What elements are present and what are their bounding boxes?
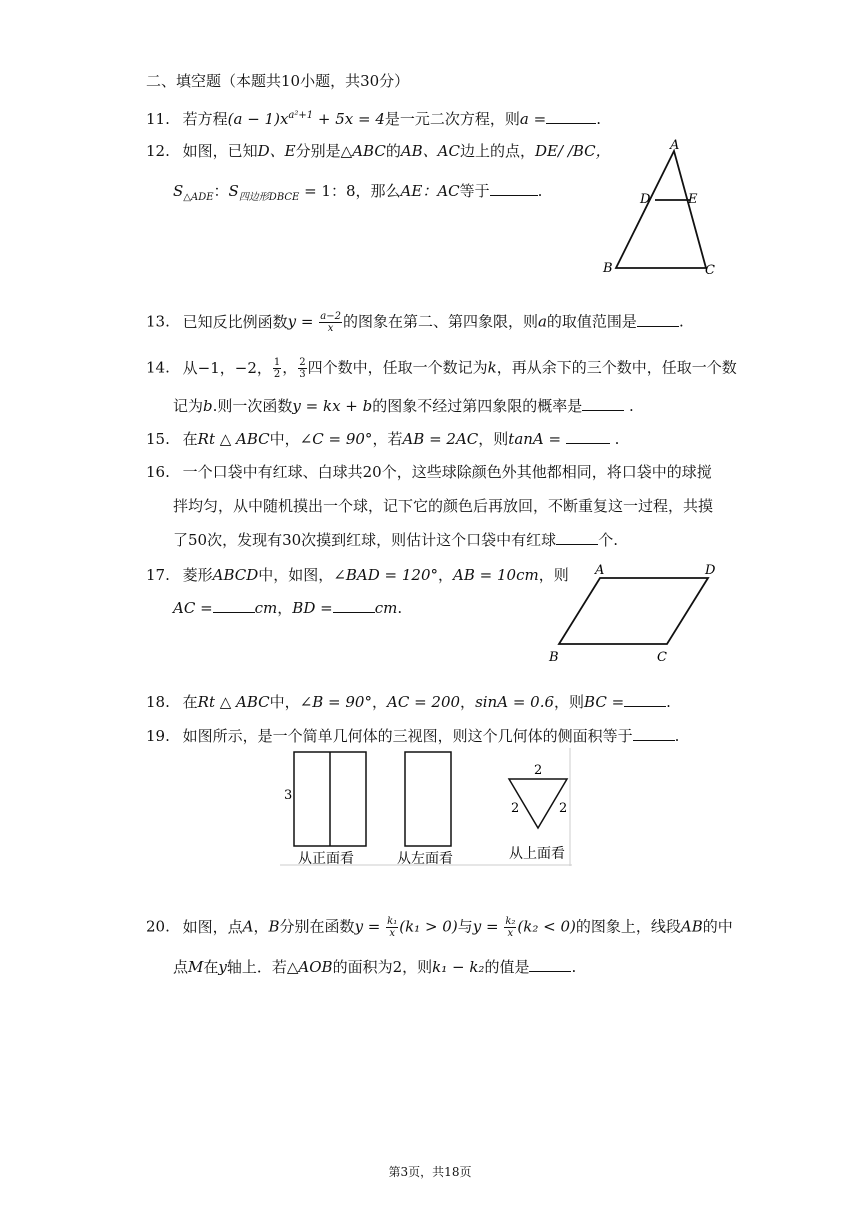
unit: cm xyxy=(254,599,278,617)
fraction xyxy=(319,311,342,334)
question-text: 在 xyxy=(182,430,198,448)
separator: ， xyxy=(438,566,454,584)
math-var: M xyxy=(188,958,204,976)
top-view-caption: 从上面看 xyxy=(509,846,565,862)
question-text: 如图，已知 xyxy=(182,142,258,160)
question-text: 在 xyxy=(203,958,219,976)
question-text: 记为 xyxy=(173,397,204,415)
question-18 xyxy=(146,692,671,712)
denominator: 3 xyxy=(299,369,306,380)
question-19 xyxy=(146,726,679,746)
math-var: ABCD xyxy=(212,566,259,584)
question-20-line1 xyxy=(146,916,733,939)
math-expr: AC = 200 xyxy=(387,693,461,711)
page-footer: 第3页，共18页 xyxy=(388,1165,472,1179)
period: . xyxy=(678,312,684,331)
answer-blank[interactable] xyxy=(556,530,598,545)
math-expr: BC = xyxy=(584,693,625,711)
three-views-figure xyxy=(280,748,575,868)
numerator: k₁ xyxy=(387,916,398,927)
question-16-line2: 拌均匀，从中随机摸出一个球，记下它的颜色后再放回，不断重复这一过程，共摸 xyxy=(173,497,714,515)
answer-blank[interactable] xyxy=(529,957,571,972)
denominator: 2 xyxy=(273,369,281,380)
denominator: x xyxy=(327,323,334,334)
question-14-line1: 14. 从−1，−2， $\frac{1}{2}$ ， $\frac{2}{3}$ 四个数中，任取一个数记为k，再从余下的三个数中，任取一个数 xyxy=(146,357,737,380)
question-text: 的图象在第二、第四象限，则 xyxy=(342,312,538,331)
question-12-line2 xyxy=(173,181,542,208)
label-d: D xyxy=(640,192,651,207)
label-e: E xyxy=(688,192,698,207)
period: . xyxy=(609,430,620,448)
period: . xyxy=(674,727,680,745)
label-c: C xyxy=(657,650,667,665)
separator: ， xyxy=(253,917,269,936)
math-var: B xyxy=(268,917,280,936)
math-expr: ∠BAD = 120° xyxy=(333,566,438,584)
math-expr: y = xyxy=(354,917,386,936)
answer-blank[interactable] xyxy=(213,598,255,613)
answer-blank[interactable] xyxy=(490,181,538,196)
question-16-line1 xyxy=(146,462,712,482)
question-text: 菱形 xyxy=(182,566,213,584)
question-text: 是一元二次方程，则 xyxy=(384,110,520,128)
question-text: 的图象不经过第四象限的概率是 xyxy=(372,397,583,415)
period: . xyxy=(397,599,403,617)
fraction xyxy=(504,916,516,939)
left-edge-label: 2 xyxy=(511,801,520,816)
question-text: 已知反比例函数 xyxy=(182,312,288,331)
question-17-line2 xyxy=(173,598,402,618)
answer-blank[interactable] xyxy=(582,396,624,411)
question-text: 如图所示，是一个简单几何体的三视图，则这个几何体的侧面积等于 xyxy=(182,727,633,745)
label-b: B xyxy=(549,650,559,665)
fraction xyxy=(386,916,398,939)
answer-blank[interactable] xyxy=(566,429,610,444)
separator: ， xyxy=(371,693,387,711)
separator: ， xyxy=(277,599,293,617)
denominator: x xyxy=(507,928,514,939)
math-var: AB、AC xyxy=(400,142,460,160)
question-text: ，若 xyxy=(372,430,403,448)
math-expr: AB = 2AC xyxy=(402,430,479,448)
question-12-line1 xyxy=(146,141,611,161)
math-expr: sinA = 0.6 xyxy=(475,693,555,711)
math-expr: y = xyxy=(472,917,504,936)
answer-blank[interactable] xyxy=(637,312,679,327)
question-text: .则一次函数 xyxy=(212,397,293,415)
question-13 xyxy=(146,311,684,334)
question-text: ，则 xyxy=(478,430,509,448)
answer-blank[interactable] xyxy=(633,726,675,741)
front-view-caption: 从正面看 xyxy=(298,851,354,867)
question-number: 14. xyxy=(146,358,170,377)
question-text: 的取值范围是 xyxy=(546,312,637,331)
period: . xyxy=(666,693,671,711)
question-number: 16. xyxy=(146,463,170,481)
math-var: b xyxy=(203,397,213,415)
subscript: 四边形DBCE xyxy=(238,192,300,203)
height-label: 3 xyxy=(284,788,293,803)
question-text: 如图，点 xyxy=(182,917,243,936)
math-var: k xyxy=(487,358,497,377)
math-var: S xyxy=(173,182,184,200)
period: . xyxy=(596,110,601,128)
math-expr: AC = xyxy=(173,599,213,617)
period: . xyxy=(537,182,543,200)
question-text: ，则 xyxy=(554,693,585,711)
math-var: D、E xyxy=(257,142,296,160)
question-number: 15. xyxy=(146,430,170,448)
math-expr: k₁ − k₂ xyxy=(432,958,485,976)
question-text: 中， xyxy=(269,693,300,711)
question-text: 点 xyxy=(173,958,189,976)
question-number: 12. xyxy=(146,142,170,160)
question-text: 轴上．若△ xyxy=(226,958,299,976)
subscript: △ADE xyxy=(183,192,214,203)
math-var: a = xyxy=(519,110,547,128)
right-edge-label: 2 xyxy=(559,801,568,816)
math-expr: BD = xyxy=(292,599,333,617)
math-var: ABC xyxy=(352,142,386,160)
period: . xyxy=(571,958,577,976)
question-number: 18. xyxy=(146,693,170,711)
math-expr: Rt △ ABC xyxy=(197,430,270,448)
question-text: 在 xyxy=(182,693,198,711)
question-text: ，则 xyxy=(538,566,569,584)
question-text: 个. xyxy=(598,531,618,549)
math-expr: AE：AC xyxy=(400,182,460,200)
period: . xyxy=(624,397,634,415)
denominator: x xyxy=(389,928,396,939)
rhombus-figure xyxy=(545,560,720,668)
answer-blank[interactable] xyxy=(333,598,375,613)
question-text: 的图象上，线段 xyxy=(575,917,681,936)
fraction xyxy=(273,357,281,380)
math-expr: (k₂ < 0) xyxy=(517,917,576,936)
question-text: 的 xyxy=(385,142,401,160)
top-edge-label: 2 xyxy=(534,763,543,778)
math-var: a xyxy=(537,312,547,331)
unit: cm xyxy=(374,599,398,617)
math-expr: (a − 1)x xyxy=(227,110,289,128)
math-var: A xyxy=(242,917,254,936)
numerator: 1 xyxy=(273,357,281,368)
math-expr: (k₁ > 0) xyxy=(399,917,458,936)
question-text: 若方程 xyxy=(182,110,228,128)
question-number: 17. xyxy=(146,566,170,584)
question-number: 13. xyxy=(146,312,170,331)
question-number: 11. xyxy=(146,110,170,128)
section-title: 二、填空题（本题共10小题，共30分） xyxy=(146,72,410,90)
question-text: 分别在函数 xyxy=(279,917,355,936)
answer-blank[interactable] xyxy=(624,692,666,707)
side-view-caption: 从左面看 xyxy=(397,851,453,867)
question-text: 中，如图， xyxy=(258,566,334,584)
fraction xyxy=(298,357,306,380)
math-var: AOB xyxy=(298,958,333,976)
question-17-line1 xyxy=(146,565,569,585)
math-expr: + 5x = 4 xyxy=(313,110,385,128)
question-number: 20. xyxy=(146,917,170,936)
math-expr: tanA = xyxy=(508,430,562,448)
answer-blank[interactable] xyxy=(546,109,596,124)
triangle-figure xyxy=(598,136,720,278)
separator: ， xyxy=(460,693,476,711)
question-text: 了50次，发现有30次摸到红球，则估计这个口袋中有红球 xyxy=(173,531,557,549)
question-text: 与 xyxy=(457,917,473,936)
math-var: S xyxy=(228,182,239,200)
question-15 xyxy=(146,429,619,449)
question-20-line2 xyxy=(173,957,576,977)
math-var: y xyxy=(218,958,227,976)
label-a: A xyxy=(670,138,680,153)
math-expr: ∠B = 90° xyxy=(299,693,372,711)
math-expr: Rt △ ABC xyxy=(197,693,270,711)
label-c: C xyxy=(705,263,715,278)
math-var: AB xyxy=(680,917,703,936)
question-text: 的值是 xyxy=(484,958,530,976)
question-14-line2 xyxy=(173,396,634,416)
numerator: a−2 xyxy=(320,311,341,322)
label-b: B xyxy=(603,261,613,276)
math-expr: ∠C = 90° xyxy=(299,430,373,448)
separator: ： xyxy=(213,182,229,200)
math-expr: y = xyxy=(287,312,319,331)
math-expr: y = kx + b xyxy=(292,397,373,415)
exponent: a²+1 xyxy=(288,110,314,121)
label-d: D xyxy=(705,563,716,578)
math-expr: DE/ /BC， xyxy=(535,142,611,160)
label-a: A xyxy=(595,563,605,578)
question-text: 中， xyxy=(269,430,300,448)
numerator: 2 xyxy=(299,357,306,368)
question-text: ，再从余下的三个数中，任取一个数 xyxy=(496,358,737,377)
question-text: 四个数中，任取一个数记为 xyxy=(307,358,488,377)
question-number: 19. xyxy=(146,727,170,745)
question-text: = 1：8，那么 xyxy=(299,182,401,200)
question-11 xyxy=(146,106,601,129)
numerator: k₂ xyxy=(505,916,516,927)
question-text: 从−1，−2， xyxy=(182,358,272,377)
math-expr: AB = 10cm xyxy=(453,566,539,584)
question-16-line3 xyxy=(173,530,618,550)
question-text: 边上的点， xyxy=(460,142,536,160)
question-text: 等于 xyxy=(459,182,490,200)
question-text: 一个口袋中有红球、白球共20个，这些球除颜色外其他都相同，将口袋中的球搅 xyxy=(182,463,712,481)
question-text: 分别是△ xyxy=(295,142,353,160)
question-text: 的中 xyxy=(702,917,733,936)
question-text: 的面积为2，则 xyxy=(332,958,433,976)
